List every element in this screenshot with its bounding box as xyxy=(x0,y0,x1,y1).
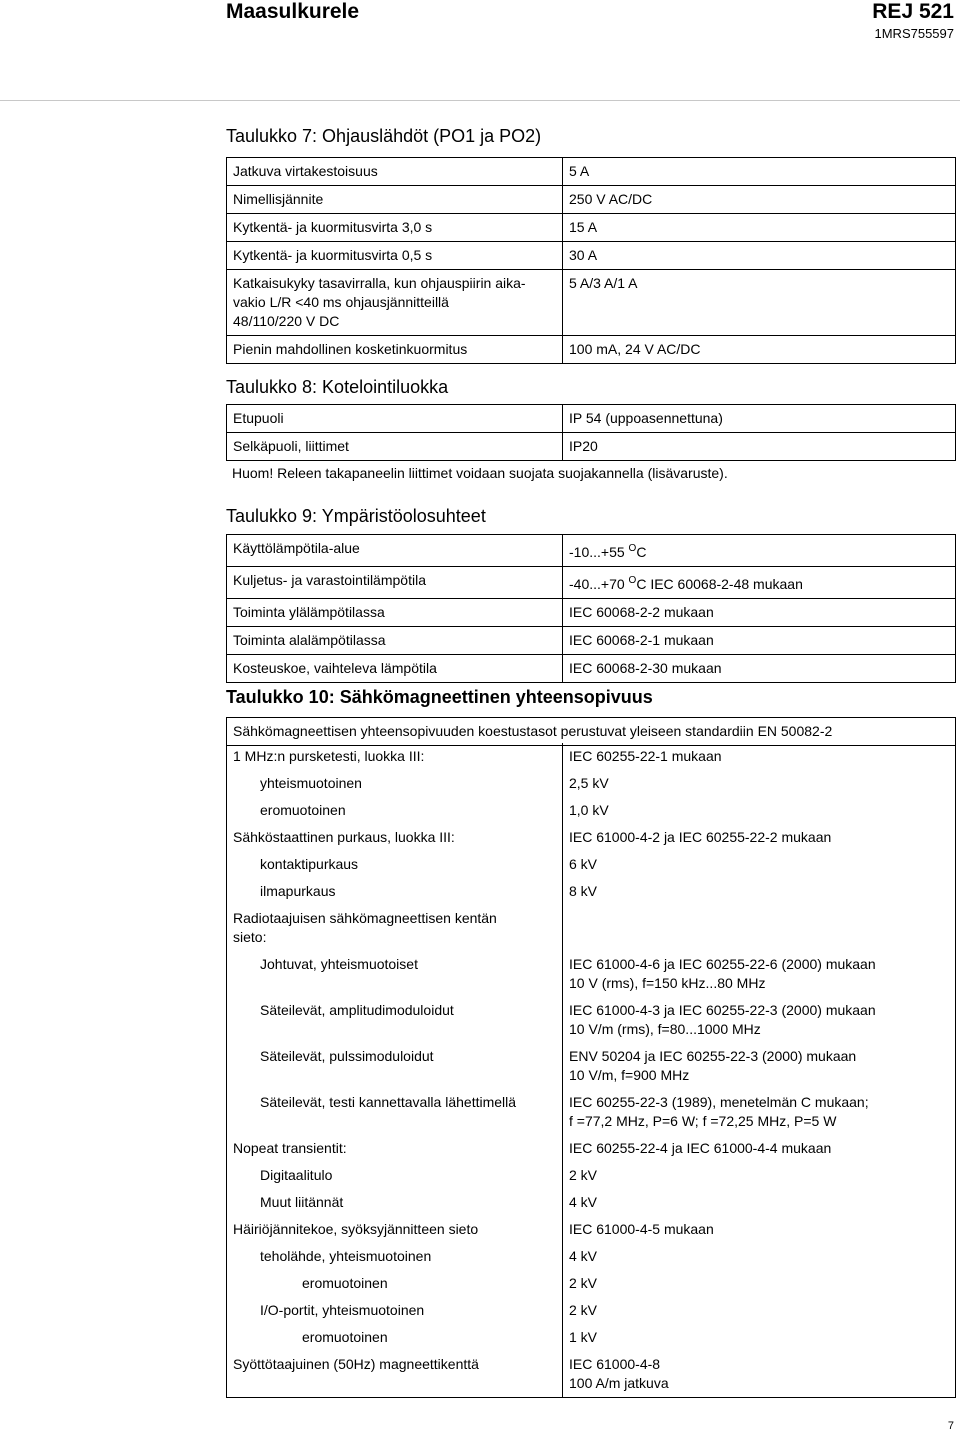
temp-value: -10...+55 xyxy=(569,544,629,560)
degree-symbol: O xyxy=(628,575,637,586)
table9 xyxy=(226,534,956,683)
table9-label: Kosteuskoe, vaihteleva lämpötila xyxy=(227,655,563,683)
table10-label: eromuotoinen xyxy=(227,1324,563,1351)
table10-value: 2,5 kV xyxy=(563,770,956,797)
table9-row xyxy=(227,599,956,627)
table10-value: IEC 61000-4-8 100 A/m jatkuva xyxy=(563,1351,956,1398)
table10-row xyxy=(227,1089,956,1135)
table10-label: I/O-portit, yhteismuotoinen xyxy=(227,1297,563,1324)
table7-row xyxy=(227,242,956,270)
table9-value xyxy=(563,535,956,567)
table7-label: Kytkentä- ja kuormitusvirta 0,5 s xyxy=(227,242,563,270)
table10-label: Muut liitännät xyxy=(227,1189,563,1216)
table10-row xyxy=(227,1043,956,1089)
table7-row xyxy=(227,186,956,214)
table7-value: 250 V AC/DC xyxy=(563,186,956,214)
degree-symbol: O xyxy=(628,543,637,554)
table7 xyxy=(226,157,956,364)
table10-value: IEC 60255-22-1 mukaan xyxy=(563,743,956,770)
table10-value: 2 kV xyxy=(563,1162,956,1189)
table8-value: IP 54 (uppoasennettuna) xyxy=(563,405,956,433)
table10-value: ENV 50204 ja IEC 60255-22-3 (2000) mukaan 10 V/m, f=900 MHz xyxy=(563,1043,956,1089)
table10-title: Taulukko 10: Sähkömagneettinen yhteensopivuus xyxy=(226,687,653,707)
table10-row xyxy=(227,1297,956,1324)
table9-title: Taulukko 9: Ympäristöolosuhteet xyxy=(226,506,486,526)
table10-label: Radiotaajuisen sähkömagneettisen kentän sieto: xyxy=(227,905,563,951)
table10 xyxy=(226,717,956,746)
table10-value: 4 kV xyxy=(563,1189,956,1216)
table10-value: IEC 61000-4-5 mukaan xyxy=(563,1216,956,1243)
table10-row xyxy=(227,851,956,878)
table10-value: 2 kV xyxy=(563,1297,956,1324)
table7-row xyxy=(227,158,956,186)
table7-row xyxy=(227,270,956,336)
table7-label: Pienin mahdollinen kosketinkuormitus xyxy=(227,336,563,364)
table7-label: Nimellisjännite xyxy=(227,186,563,214)
table7-value: 100 mA, 24 V AC/DC xyxy=(563,336,956,364)
table10-label: yhteismuotoinen xyxy=(227,770,563,797)
table10-value: IEC 61000-4-6 ja IEC 60255-22-6 (2000) mukaan 10 V (rms), f=150 kHz...80 MHz xyxy=(563,951,956,997)
temp-unit: C IEC 60068-2-48 mukaan xyxy=(636,576,803,592)
table10-intro: Sähkömagneettisen yhteensopivuuden koestustasot perustuvat yleiseen standardiin EN 50082-2 xyxy=(227,718,956,746)
temp-value: -40...+70 xyxy=(569,576,629,592)
table10-row xyxy=(227,997,956,1043)
table10-row xyxy=(227,1189,956,1216)
table10-label: eromuotoinen xyxy=(227,797,563,824)
table8-row xyxy=(227,405,956,433)
table10-row xyxy=(227,797,956,824)
table7-row xyxy=(227,214,956,242)
table10-value: IEC 61000-4-2 ja IEC 60255-22-2 mukaan xyxy=(563,824,956,851)
table7-value: 15 A xyxy=(563,214,956,242)
table10-label: ilmapurkaus xyxy=(227,878,563,905)
table10-value: 6 kV xyxy=(563,851,956,878)
table7-value: 5 A/3 A/1 A xyxy=(563,270,956,336)
table10-row xyxy=(227,1270,956,1297)
table9-row xyxy=(227,567,956,599)
table9-label: Toiminta ylälämpötilassa xyxy=(227,599,563,627)
table9-value: IEC 60068-2-2 mukaan xyxy=(563,599,956,627)
table10-label: kontaktipurkaus xyxy=(227,851,563,878)
table10-value: 1,0 kV xyxy=(563,797,956,824)
table10-label: Häiriöjännitekoe, syöksyjännitteen sieto xyxy=(227,1216,563,1243)
table10-value: IEC 61000-4-3 ja IEC 60255-22-3 (2000) mukaan 10 V/m (rms), f=80...1000 MHz xyxy=(563,997,956,1043)
table7-label: Kytkentä- ja kuormitusvirta 3,0 s xyxy=(227,214,563,242)
table10-value: 4 kV xyxy=(563,1243,956,1270)
table9-label: Toiminta alalämpötilassa xyxy=(227,627,563,655)
table10-value: IEC 60255-22-3 (1989), menetelmän C mukaan; f =77,2 MHz, P=6 W; f =72,25 MHz, P=5 W xyxy=(563,1089,956,1135)
table10-value: 2 kV xyxy=(563,1270,956,1297)
temp-unit: C xyxy=(636,544,647,560)
table10-row xyxy=(227,1135,956,1162)
table10-body xyxy=(226,743,956,1398)
table7-label: Katkaisukyky tasavirralla, kun ohjauspiirin aika- vakio L/R <40 ms ohjausjännitteillä 48/110/220 V DC xyxy=(227,270,563,336)
table10-value: IEC 60255-22-4 ja IEC 61000-4-4 mukaan xyxy=(563,1135,956,1162)
table9-row xyxy=(227,535,956,567)
table7-title: Taulukko 7: Ohjauslähdöt (PO1 ja PO2) xyxy=(226,126,542,146)
table10-row xyxy=(227,1324,956,1351)
table7-row xyxy=(227,336,956,364)
table9-row xyxy=(227,655,956,683)
table10-label: 1 MHz:n pursketesti, luokka III: xyxy=(227,743,563,770)
table9-row xyxy=(227,627,956,655)
table10-row xyxy=(227,743,956,770)
table9-value: IEC 60068-2-1 mukaan xyxy=(563,627,956,655)
document-title: Maasulkurele xyxy=(226,0,360,23)
table10-value xyxy=(563,905,956,951)
table9-label: Käyttölämpötila-alue xyxy=(227,535,563,567)
table10-row xyxy=(227,878,956,905)
table8-label: Selkäpuoli, liittimet xyxy=(227,433,563,461)
table10-row xyxy=(227,824,956,851)
table10-label: Nopeat transientit: xyxy=(227,1135,563,1162)
page-number: 7 xyxy=(947,1420,954,1432)
table10-row xyxy=(227,1162,956,1189)
table7-label: Jatkuva virtakestoisuus xyxy=(227,158,563,186)
table10-intro-row xyxy=(227,718,956,746)
table8 xyxy=(226,404,956,461)
table10-value: 8 kV xyxy=(563,878,956,905)
table10-label: eromuotoinen xyxy=(227,1270,563,1297)
table10-label: Säteilevät, amplitudimoduloidut xyxy=(227,997,563,1043)
table10-value: 1 kV xyxy=(563,1324,956,1351)
table10-row xyxy=(227,1243,956,1270)
table10-label: Johtuvat, yhteismuotoiset xyxy=(227,951,563,997)
table10-label: Syöttötaajuinen (50Hz) magneettikenttä xyxy=(227,1351,563,1398)
table9-value xyxy=(563,567,956,599)
header-divider xyxy=(0,100,960,101)
table9-value: IEC 60068-2-30 mukaan xyxy=(563,655,956,683)
table10-row xyxy=(227,1216,956,1243)
table10-label: Säteilevät, testi kannettavalla lähettimellä xyxy=(227,1089,563,1135)
table8-note: Huom! Releen takapaneelin liittimet voidaan suojata suojakannella (lisävaruste). xyxy=(232,465,728,481)
table8-value: IP20 xyxy=(563,433,956,461)
document-id: 1MRS755597 xyxy=(874,26,954,41)
table10-row xyxy=(227,905,956,951)
table10-row xyxy=(227,1351,956,1398)
table10-row xyxy=(227,951,956,997)
table7-value: 5 A xyxy=(563,158,956,186)
table10-label: Säteilevät, pulssimoduloidut xyxy=(227,1043,563,1089)
table10-label: teholähde, yhteismuotoinen xyxy=(227,1243,563,1270)
table8-title: Taulukko 8: Kotelointiluokka xyxy=(226,377,449,397)
table9-label: Kuljetus- ja varastointilämpötila xyxy=(227,567,563,599)
table10-label: Digitaalitulo xyxy=(227,1162,563,1189)
product-code: REJ 521 xyxy=(872,0,954,23)
table10-label: Sähköstaattinen purkaus, luokka III: xyxy=(227,824,563,851)
table8-label: Etupuoli xyxy=(227,405,563,433)
table7-value: 30 A xyxy=(563,242,956,270)
table10-row xyxy=(227,770,956,797)
table8-row xyxy=(227,433,956,461)
